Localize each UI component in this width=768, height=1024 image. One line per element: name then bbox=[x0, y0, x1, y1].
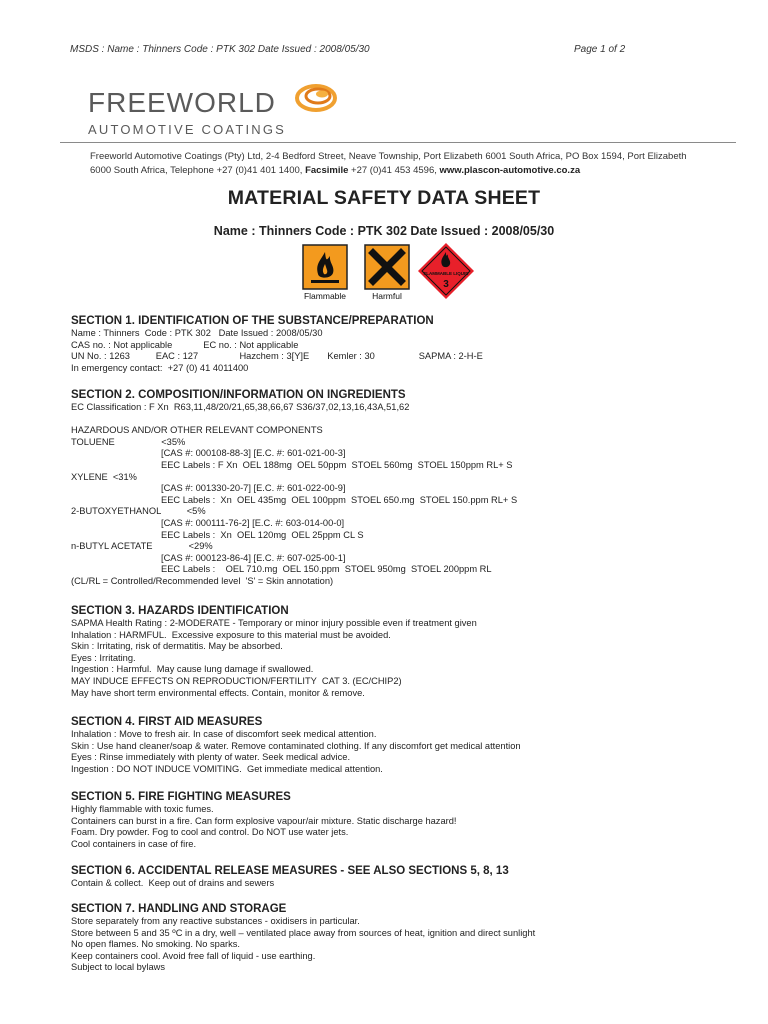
section-line: Ingestion : DO NOT INDUCE VOMITING. Get immediate medical attention. bbox=[71, 763, 383, 774]
diamond-label: FLAMMABLE LIQUID bbox=[423, 271, 469, 276]
document-subtitle: Name : Thinners Code : PTK 302 Date Issued : 2008/05/30 bbox=[213, 224, 555, 238]
section-heading: SECTION 3. HAZARDS IDENTIFICATION bbox=[71, 605, 289, 617]
section-heading: SECTION 1. IDENTIFICATION OF THE SUBSTANCE/PREPARATION bbox=[71, 315, 434, 327]
component-name: n-BUTYL ACETATE <29% bbox=[71, 541, 213, 552]
component-name: XYLENE <31% bbox=[71, 471, 137, 482]
telephone-text: 6000 South Africa, Telephone +27 (0)41 401 1400, bbox=[90, 165, 306, 176]
section-line: Cool containers in case of fire. bbox=[71, 838, 197, 849]
component-detail: EEC Labels : OEL 710.mg OEL 150.ppm STOEL 950mg STOEL 200ppm RL bbox=[161, 564, 492, 575]
section-line: May have short term environmental effects. Contain, monitor & remove. bbox=[71, 687, 365, 698]
section-line: Foam. Dry powder. Fog to cool and control. Do NOT use water jets. bbox=[71, 827, 349, 838]
component-detail: EEC Labels : Xn OEL 435mg OEL 100ppm STOEL 650.mg STOEL 150.ppm RL+ S bbox=[161, 494, 518, 505]
page-number: Page 1 of 2 bbox=[574, 44, 626, 55]
section-5 bbox=[71, 790, 751, 850]
swoosh-icon bbox=[297, 86, 335, 110]
section-line: Subject to local bylaws bbox=[71, 962, 166, 973]
section-line: No open flames. No smoking. No sparks. bbox=[71, 939, 240, 950]
freeworld-logo bbox=[66, 74, 354, 138]
flammable-liquid-diamond-icon bbox=[417, 242, 475, 300]
section-4 bbox=[71, 715, 751, 775]
flammable-icon bbox=[302, 244, 348, 290]
section-line: Store between 5 and 35 ºC in a dry, well – ventilated place away from sources of heat, ignition and direct sunlight bbox=[71, 927, 536, 938]
facsimile-label: Facsimile bbox=[305, 165, 349, 176]
page-header-doc-ref: MSDS : Name : Thinners Code : PTK 302 Date Issued : 2008/05/30 bbox=[70, 44, 370, 55]
flammable-caption: Flammable bbox=[303, 291, 347, 301]
section-line: In emergency contact: +27 (0) 41 4011400 bbox=[71, 362, 249, 373]
section-line: MAY INDUCE EFFECTS ON REPRODUCTION/FERTILITY CAT 3. (EC/CHIP2) bbox=[71, 675, 402, 686]
component-detail: [CAS #: 000108-88-3] [E.C. #: 601-021-00-3] bbox=[161, 448, 346, 459]
section-line: Inhalation : HARMFUL. Excessive exposure to this material must be avoided. bbox=[71, 629, 391, 640]
logo-tagline: AUTOMOTIVE COATINGS bbox=[88, 122, 287, 137]
harmful-caption: Harmful bbox=[372, 291, 402, 301]
component-name: 2-BUTOXYETHANOL <5% bbox=[71, 506, 206, 517]
section-2 bbox=[71, 388, 751, 588]
blank-line bbox=[71, 414, 751, 426]
component-detail: [CAS #: 000123-86-4] [E.C. #: 607-025-00-1] bbox=[161, 552, 346, 563]
component-detail: [CAS #: 001330-20-7] [E.C. #: 601-022-00-9] bbox=[161, 483, 346, 494]
section-line: Containers can burst in a fire. Can form explosive vapour/air mixture. Static discharge hazard! bbox=[71, 815, 457, 826]
section-line: Contain & collect. Keep out of drains and sewers bbox=[71, 878, 275, 888]
section-heading: SECTION 6. ACCIDENTAL RELEASE MEASURES - SEE ALSO SECTIONS 5, 8, 13 bbox=[71, 865, 509, 877]
section-heading: SECTION 2. COMPOSITION/INFORMATION ON INGREDIENTS bbox=[71, 389, 406, 401]
component-detail: [CAS #: 000111-76-2] [E.C. #: 603-014-00-0] bbox=[161, 517, 345, 528]
section-line: Highly flammable with toxic fumes. bbox=[71, 804, 214, 814]
section-3 bbox=[71, 604, 751, 699]
section-heading: SECTION 7. HANDLING AND STORAGE bbox=[71, 903, 287, 915]
address-line-1: Freeworld Automotive Coatings (Pty) Ltd, 2-4 Bedford Street, Neave Township, Port Elizabeth 6001 South Africa, PO Box 1594, Port Elizabeth bbox=[90, 151, 687, 162]
header-divider bbox=[60, 142, 736, 143]
section-line: CAS no. : Not applicable EC no. : Not applicable bbox=[71, 339, 299, 350]
section-line: Eyes : Rinse immediately with plenty of water. Seek medical advice. bbox=[71, 752, 351, 763]
section-line: Inhalation : Move to fresh air. In case of discomfort seek medical attention. bbox=[71, 729, 377, 739]
component-detail: EEC Labels : F Xn OEL 188mg OEL 50ppm STOEL 560mg STOEL 150ppm RL+ S bbox=[161, 459, 513, 470]
facsimile-value: +27 (0)41 453 4596, bbox=[348, 165, 440, 176]
section-heading: SECTION 5. FIRE FIGHTING MEASURES bbox=[71, 791, 291, 803]
section-line: Ingestion : Harmful. May cause lung damage if swallowed. bbox=[71, 664, 314, 675]
address-line-2 bbox=[90, 164, 730, 178]
section-line: Eyes : Irritating. bbox=[71, 652, 136, 663]
section-line: (CL/RL = Controlled/Recommended level 'S' = Skin annotation) bbox=[71, 575, 334, 586]
section-6 bbox=[71, 864, 751, 890]
section-line: Name : Thinners Code : PTK 302 Date Issued : 2008/05/30 bbox=[71, 328, 323, 338]
section-line: Store separately from any reactive substances - oxidisers in particular. bbox=[71, 916, 360, 926]
document-title: MATERIAL SAFETY DATA SHEET bbox=[227, 187, 541, 209]
diamond-class-number: 3 bbox=[443, 279, 449, 290]
component-name: TOLUENE <35% bbox=[71, 436, 186, 447]
section-line: Skin : Use hand cleaner/soap & water. Remove contaminated clothing. If any discomfort get medical attention bbox=[71, 740, 521, 751]
logo-name: FREEWORLD bbox=[88, 87, 276, 118]
section-7 bbox=[71, 902, 751, 974]
section-1 bbox=[71, 314, 751, 374]
section-line: Skin : Irritating, risk of dermatitis. May be absorbed. bbox=[71, 641, 283, 652]
website-link[interactable]: www.plascon-automotive.co.za bbox=[439, 165, 581, 176]
section-line: UN No. : 1263 EAC : 127 Hazchem : 3[Y]E Kemler : 30 SAPMA : 2-H-E bbox=[71, 351, 483, 362]
section-heading: SECTION 4. FIRST AID MEASURES bbox=[71, 716, 263, 728]
harmful-icon bbox=[364, 244, 410, 290]
company-address bbox=[90, 150, 730, 178]
component-detail: EEC Labels : Xn OEL 120mg OEL 25ppm CL S bbox=[161, 529, 364, 540]
section-line: EC Classification : F Xn R63,11,48/20/21,65,38,66,67 S36/37,02,13,16,43A,51,62 bbox=[71, 402, 410, 412]
section-line: HAZARDOUS AND/OR OTHER RELEVANT COMPONENTS bbox=[71, 425, 323, 436]
section-line: Keep containers cool. Avoid free fall of liquid - use earthing. bbox=[71, 950, 316, 961]
section-line: SAPMA Health Rating : 2-MODERATE - Temporary or minor injury possible even if treatment given bbox=[71, 618, 477, 628]
